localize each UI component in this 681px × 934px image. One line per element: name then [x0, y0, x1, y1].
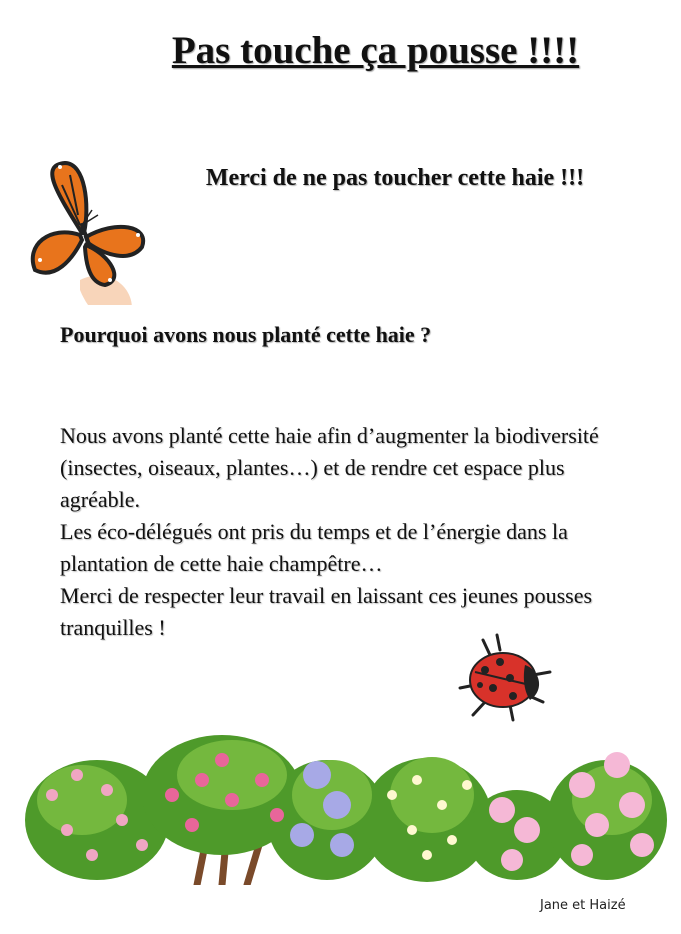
ladybug-icon — [455, 630, 555, 725]
paragraph-2: Les éco-délégués ont pris du temps et de l’énergie dans la plantation de cette haie champêtre… — [60, 519, 568, 576]
subtitle: Merci de ne pas toucher cette haie !!! — [205, 165, 585, 191]
body-text — [60, 420, 640, 644]
hedge-illustration — [22, 725, 667, 885]
section-question: Pourquoi avons nous planté cette haie ? — [60, 322, 432, 347]
page-title: Pas touche ça pousse !!!! — [171, 29, 580, 72]
paragraph-3: Merci de respecter leur travail en laissant ces jeunes pousses tranquilles ! — [60, 583, 593, 640]
paragraph-1: Nous avons planté cette haie afin d’augmenter la biodiversité (insectes, oiseaux, plantes…) et de rendre cet espace plus agréable. — [60, 423, 599, 512]
signature: Jane et Haizé — [540, 898, 626, 913]
butterfly-icon — [10, 155, 160, 305]
